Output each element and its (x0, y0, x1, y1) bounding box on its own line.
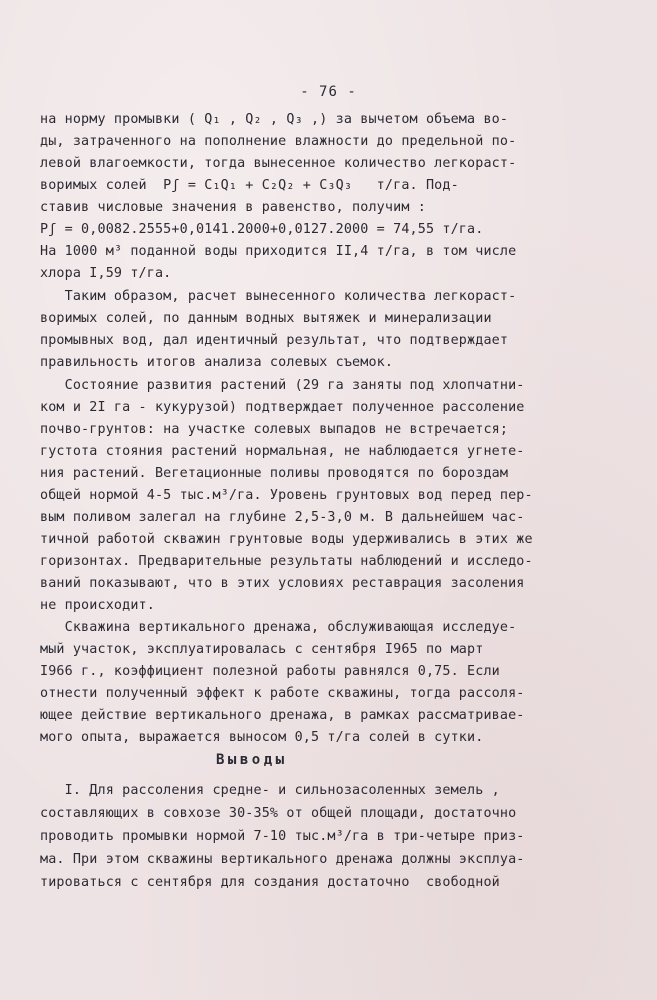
text-line: левой влагоемкости, тогда вынесенное количество легкораст- (40, 156, 517, 171)
text-line: Таким образом, расчет вынесенного количества легкораст- (40, 289, 517, 304)
text-line: воримых солей, по данным водных вытяжек и минерализации (40, 311, 492, 326)
text-line: ваний показывают, что в этих условиях реставрация засоления (40, 576, 525, 591)
text-line: Скважина вертикального дренажа, обслуживающая исследуе- (40, 620, 517, 635)
text-line: на норму промывки ( Q₁ , Q₂ , Q₃ ,) за вычетом объема во- (40, 112, 509, 127)
formula-line: Pʃ = 0,0082.2555+0,0141.2000+0,0127.2000 = 74,55 т/га. (40, 222, 484, 237)
text-line: мый участок, эксплуатировалась с сентября I965 по март (40, 642, 484, 657)
formula-line: воримых солей Pʃ = C₁Q₁ + C₂Q₂ + C₃Q₃ т/га. Под- (40, 178, 459, 193)
text-line: густота стояния растений нормальная, не наблюдается угнете- (40, 444, 525, 459)
text-line: почво-грунтов: на участке солевых выпадов не встречается; (40, 422, 509, 437)
text-line: ставив числовые значения в равенство, получим : (40, 200, 426, 215)
text-line: не происходит. (40, 598, 155, 613)
text-line: ющее действие вертикального дренажа, в рамках рассматривае- (40, 708, 525, 723)
text-line: ния растений. Вегетационные поливы проводятся по бороздам (40, 466, 509, 481)
text-line: ма. При этом скважины вертикального дренажа должны эксплуа- (40, 852, 525, 867)
text-line: проводить промывки нормой 7-10 тыс.м³/га в три-четыре приз- (40, 829, 525, 844)
text-line: тичной работой скважин грунтовые воды удерживались в этих же (40, 532, 533, 547)
text-line: правильность итогов анализа солевых съемок. (40, 355, 394, 370)
text-line: тироваться с сентября для создания достаточно свободной (40, 875, 500, 890)
section-heading: Выводы (216, 752, 288, 768)
text-line: промывных вод, дал идентичный результат, что подтверждает (40, 333, 509, 348)
text-line: общей нормой 4-5 тыс.м³/га. Уровень грунтовых вод перед пер- (40, 488, 533, 503)
page-number: - 76 - (300, 84, 357, 100)
text-line: вым поливом залегал на глубине 2,5-3,0 м. В дальнейшем час- (40, 510, 525, 525)
text-line: I. Для рассоления средне- и сильнозасоленных земель , (40, 783, 500, 798)
text-line: Состояние развития растений (29 га заняты под хлопчатни- (40, 378, 525, 393)
text-line: горизонтах. Предварительные результаты наблюдений и исследо- (40, 554, 533, 569)
text-line: составляющих в совхозе 30-35% от общей площади, достаточно (40, 806, 517, 821)
text-line: ды, затраченного на пополнение влажности до предельной по- (40, 134, 517, 149)
text-line: хлора I,59 т/га. (40, 266, 172, 281)
text-line: I966 г., коэффициент полезной работы равнялся 0,75. Если (40, 664, 500, 679)
text-line: ком и 2I га - кукурузой) подтверждает полученное рассоление (40, 400, 525, 415)
text-line: отнести полученный эффект к работе скважины, тогда рассоля- (40, 686, 525, 701)
text-line: На 1000 м³ поданной воды приходится II,4 т/га, в том числе (40, 244, 517, 259)
text-line: мого опыта, выражается выносом 0,5 т/га солей в сутки. (40, 730, 484, 745)
